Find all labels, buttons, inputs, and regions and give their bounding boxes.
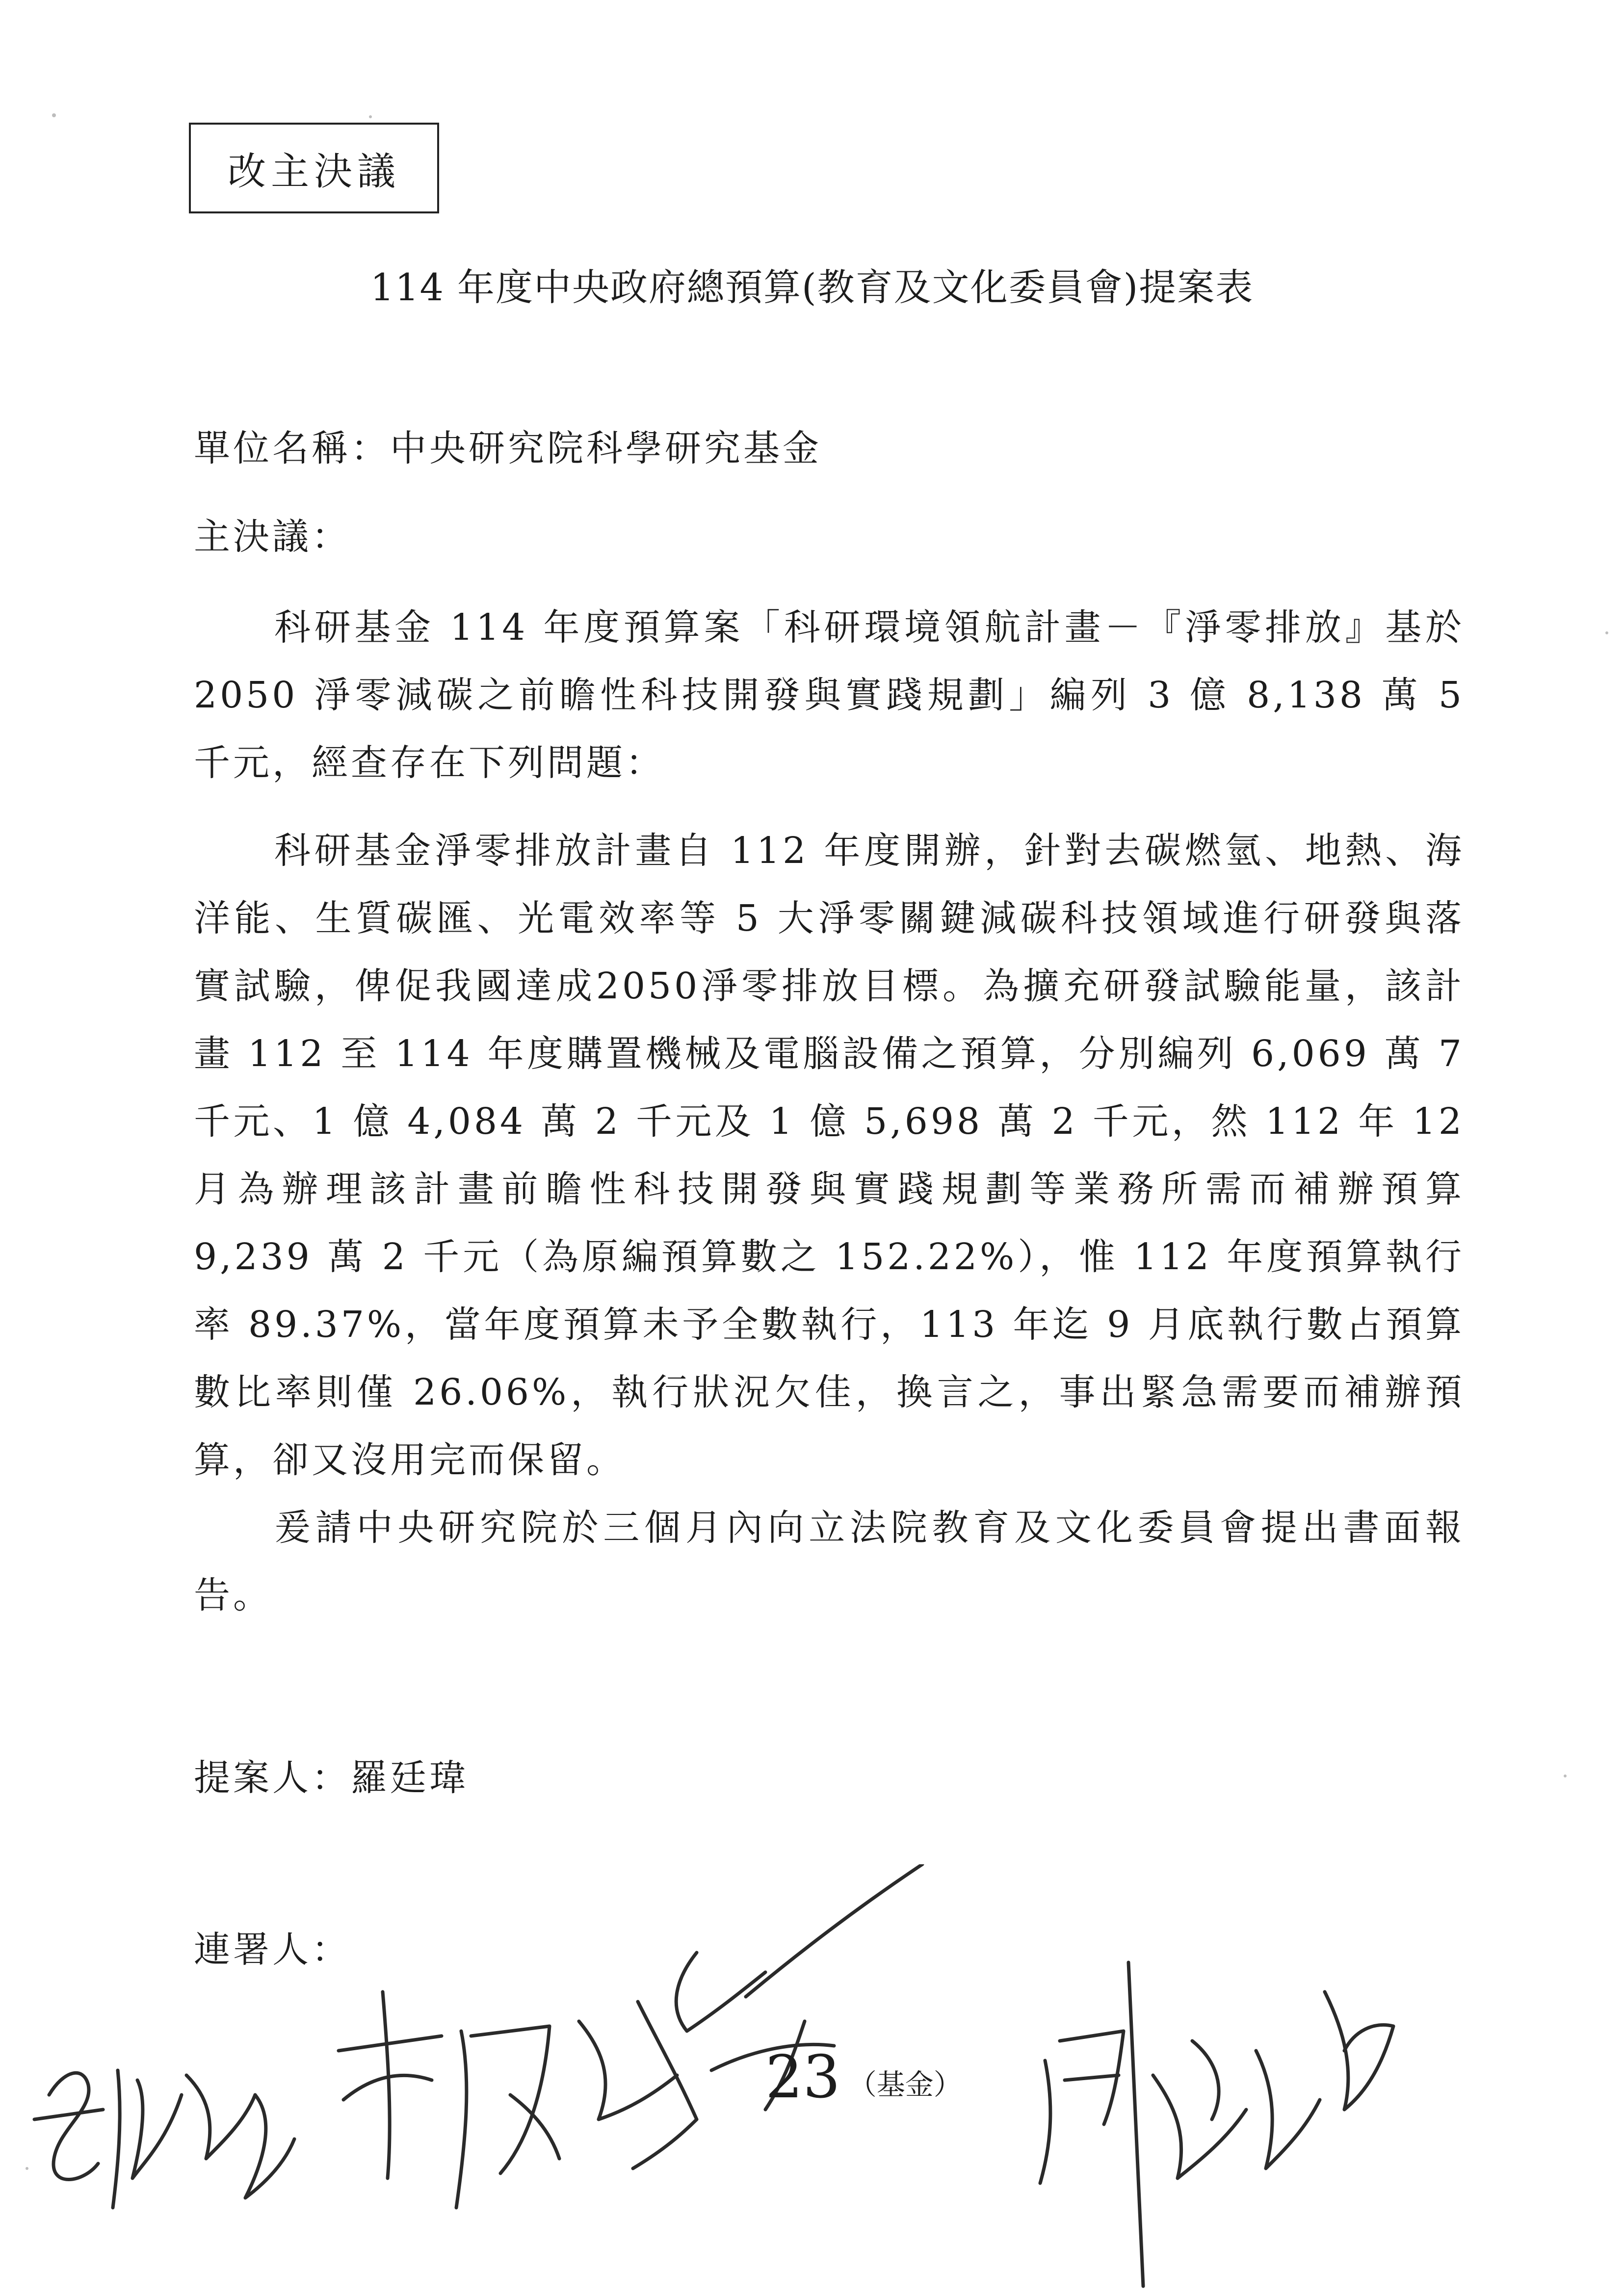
proposer-line xyxy=(194,1749,469,1801)
paragraph-request: 爰請中央研究院於三個月內向立法院教育及文化委員會提出書面報告。 xyxy=(194,1507,1465,1617)
page-number-suffix: （基金） xyxy=(848,2067,962,2101)
document-title: 114 年度中央政府總預算(教育及文化委員會)提案表 xyxy=(370,265,1254,309)
signature-1 xyxy=(34,2070,294,2208)
paragraph-problem-detail: 科研基金淨零排放計畫自 112 年度開辦，針對去碳燃氫、地熱、海洋能、生質碳匯、光電效率等 5 大淨零關鍵減碳科技領域進行研發與落實試驗，俾促我國達成2050淨零排放目標。為擴充研發試驗能量，該計畫 112 至 114 年度購置機械及電腦設備之預算，分別編列 6,069 萬 7 千元、1 億 4,084 萬 2 千元及 1 億 5,698 萬 2 千元，然 112 年 12 月為辦理該計畫前瞻性科技開發與實踐規劃等業務所需而補辦預算 9,239 萬 2 千元（為原編預算數之 152.22%），惟 112 年度預算執行率 89.37%，當年度預算未予全數執行，113 年迄 9 月底執行數占預算數比率則僅 26.06%，執行狀況欠佳，換言之，事出緊急需要而補辦預算，卻又沒用完而保留。 xyxy=(194,830,1465,1481)
signature-2 xyxy=(339,1864,922,2208)
cosigner-label: 連署人： xyxy=(194,1929,351,1971)
proposer-label: 提案人： xyxy=(194,1757,351,1799)
paragraph-budget-summary: 科研基金 114 年度預算案「科研環境領航計畫－『淨零排放』基於 2050 淨零減碳之前瞻性科技開發與實踐規劃」編列 3 億 8,138 萬 5 千元，經查存在下列問題： xyxy=(194,606,1465,784)
main-resolution-label: 主決議： xyxy=(194,516,351,558)
unit-name-value: 中央研究院科學研究基金 xyxy=(390,427,822,470)
page-number xyxy=(765,2043,962,2112)
proposer-name: 羅廷瑋 xyxy=(351,1757,469,1799)
unit-name-line xyxy=(194,419,822,471)
resolution-type-box xyxy=(189,123,439,213)
unit-name-label: 單位名稱： xyxy=(194,427,390,470)
signature-3 xyxy=(1040,1962,1393,2286)
page-number-value: 23 xyxy=(765,2043,840,2112)
resolution-type-label: 改主決議 xyxy=(227,149,400,194)
